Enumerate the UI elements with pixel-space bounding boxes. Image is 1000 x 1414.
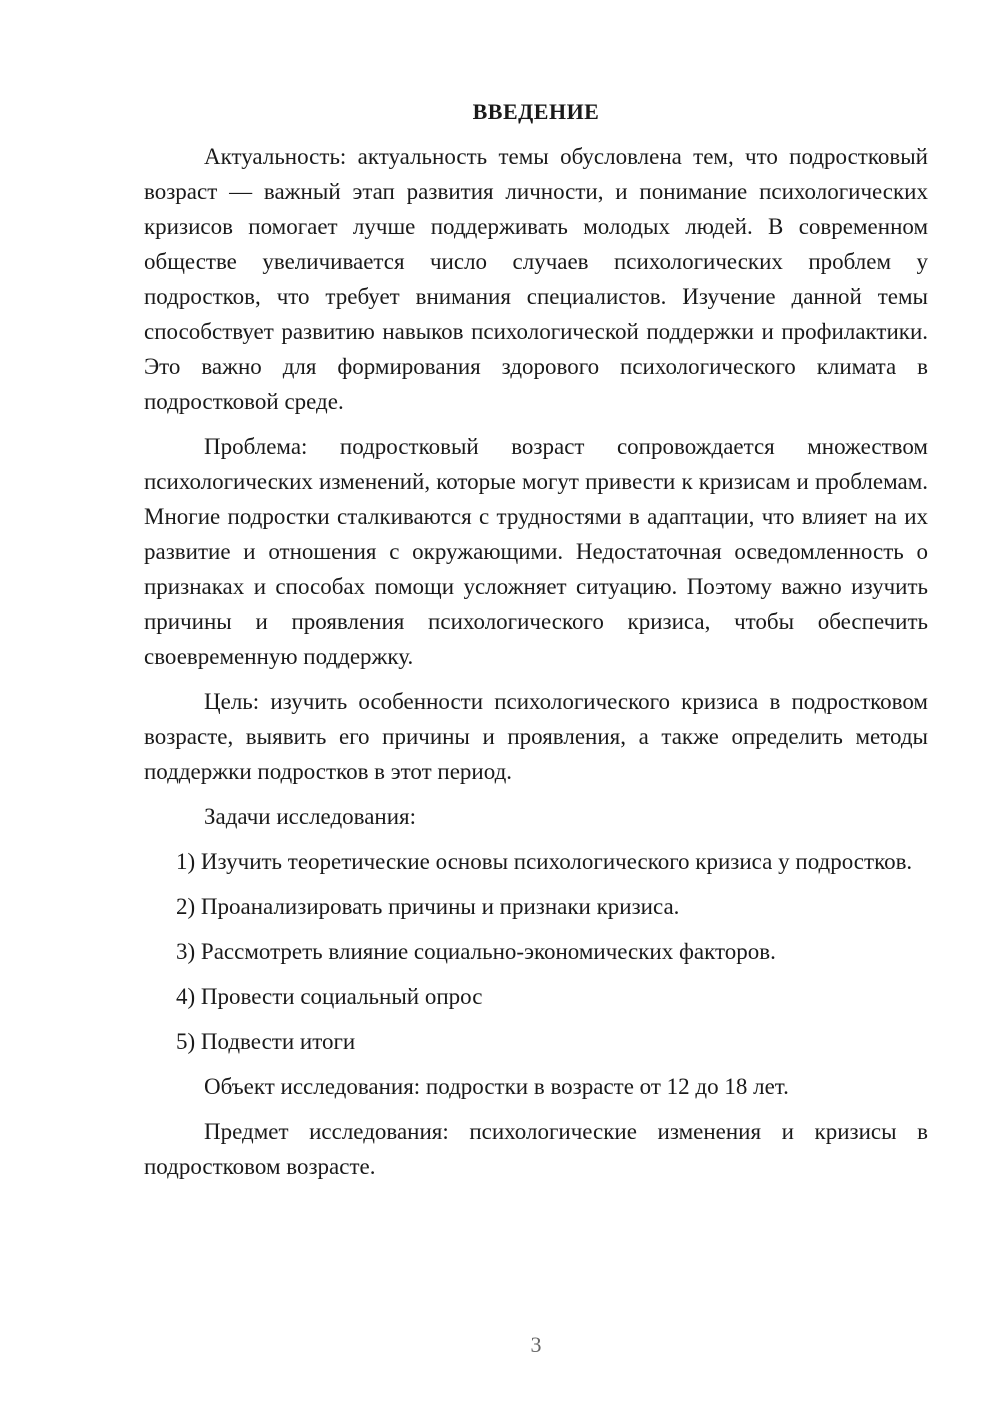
page-number-container [0,1332,1000,1358]
research-subject: Предмет исследования: психологические изменения и кризисы в подростковом возрасте. [144,1119,928,1179]
task-item-5: 5) Подвести итоги [176,1029,356,1054]
task-item-4: 4) Провести социальный опрос [176,984,483,1009]
research-object: Объект исследования: подростки в возрасте от 12 до 18 лет. [204,1074,789,1099]
task-item-2: 2) Проанализировать причины и признаки кризиса. [176,894,680,919]
tasks-heading: Задачи исследования: [204,804,417,829]
page-number: 3 [530,1332,542,1357]
relevance-paragraph: Актуальность: актуальность темы обусловлена тем, что подростковый возраст — важный этап развития личности, и понимание психологических кризисов помогает лучше поддерживать молодых людей. В современном обществе увеличивается число случаев психологических проблем у подростков, что требует внимания специалистов. Изучение данной темы способствует развитию навыков психологической поддержки и профилактики. Это важно для формирования здорового психологического климата в подростковой среде. [144,144,928,414]
problem-paragraph: Проблема: подростковый возраст сопровождается множеством психологических изменений, которые могут привести к кризисам и проблемам. Многие подростки сталкиваются с трудностями в адаптации, что влияет на их развитие и отношения с окружающими. Недостаточная осведомленность о признаках и способах помощи усложняет ситуацию. Поэтому важно изучить причины и проявления психологического кризиса, чтобы обеспечить своевременную поддержку. [144,434,928,669]
task-item-1: 1) Изучить теоретические основы психологического кризиса у подростков. [176,849,913,874]
page-content [144,94,928,1184]
section-title: ВВЕДЕНИЕ [472,99,600,124]
task-item-3: 3) Рассмотреть влияние социально-экономических факторов. [176,939,776,964]
goal-paragraph: Цель: изучить особенности психологического кризиса в подростковом возрасте, выявить его причины и проявления, а также определить методы поддержки подростков в этот период. [144,689,928,784]
